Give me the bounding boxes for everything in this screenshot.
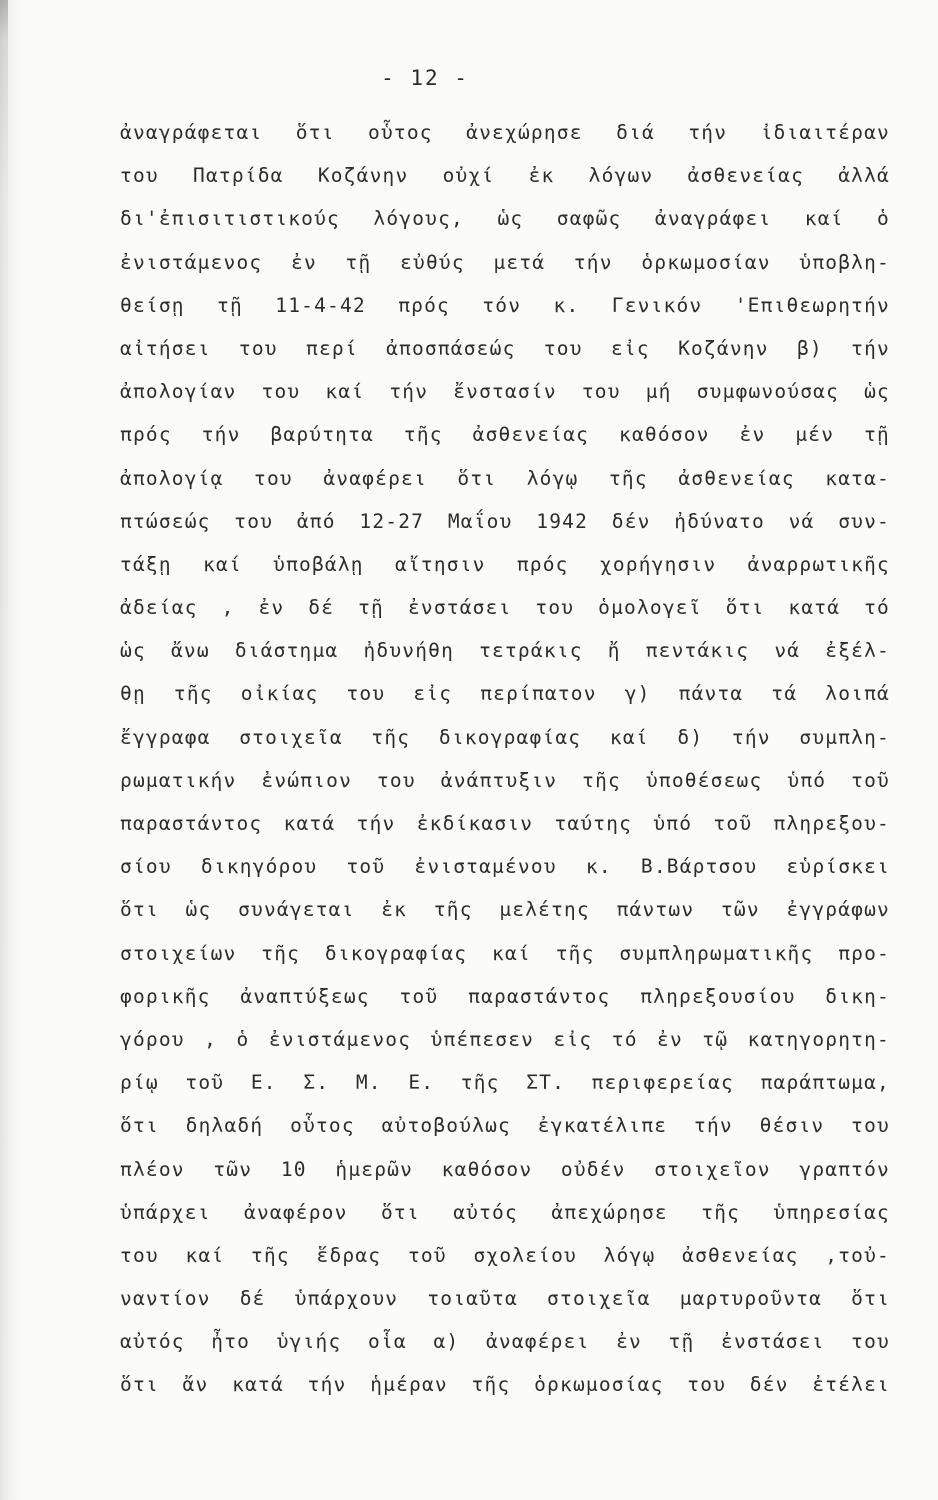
text-line: ὅτι ὡς συνάγεται ἐκ τῆς μελέτης πάντων τῶν ἐγγράφων xyxy=(120,898,890,922)
text-line: θείσῃ τῇ 11-4-42 πρός τόν κ. Γενικόν 'Επιθεωρητήν xyxy=(120,293,890,317)
text-line: ὑπάρχει ἀναφέρον ὅτι αὐτός ἀπεχώρησε τῆς ὑπηρεσίας xyxy=(120,1200,890,1224)
text-line: του Πατρίδα Κοζάνην οὐχί ἐκ λόγων ἀσθενείας ἀλλά xyxy=(120,164,890,188)
text-line: δι'ἐπισιτιστικούς λόγους, ὡς σαφῶς ἀναγράφει καί ὁ xyxy=(120,207,890,231)
text-line: τάξῃ καί ὑποβάλῃ αἴτησιν πρός χορήγησιν ἀναρρωτικῆς xyxy=(120,552,890,576)
text-line: πτώσεώς του ἀπό 12-27 Μαΐου 1942 δέν ἠδύνατο νά συν- xyxy=(120,509,890,533)
text-line: σίου δικηγόρου τοῦ ἐνισταμένου κ. Β.Βάρτσου εὑρίσκει xyxy=(120,855,890,879)
text-line: ἀναγράφεται ὅτι οὗτος ἀνεχώρησε διά τήν ἰδιαιτέραν xyxy=(120,121,890,144)
scan-edge-shadow xyxy=(0,0,8,1500)
text-line: ἀπολογίαν του καί τήν ἔνστασίν του μή συμφωνούσας ὡς xyxy=(120,380,890,404)
text-line: ναντίον δέ ὑπάρχουν τοιαῦτα στοιχεῖα μαρτυροῦντα ὅτι xyxy=(120,1287,890,1311)
text-line: ἀπολογίᾳ του ἀναφέρει ὅτι λόγῳ τῆς ἀσθενείας κατα- xyxy=(120,466,890,490)
text-line: ὅτι ἄν κατά τήν ἡμέραν τῆς ὁρκωμοσίας του δέν ἐτέλει xyxy=(120,1373,890,1397)
text-line: ἔγγραφα στοιχεῖα τῆς δικογραφίας καί δ) τήν συμπλη- xyxy=(120,725,890,749)
text-line: ρίῳ τοῦ Ε. Σ. Μ. Ε. τῆς ΣΤ. περιφερείας παράπτωμα, xyxy=(120,1071,890,1095)
text-line: ἀδείας , ἐν δέ τῇ ἐνστάσει του ὁμολογεῖ ὅτι κατά τό xyxy=(120,596,890,620)
text-line: αὐτός ἦτο ὑγιής οἷα α) ἀναφέρει ἐν τῇ ἐνστάσει του xyxy=(120,1330,890,1354)
text-line: θῃ τῆς οἰκίας του εἰς περίπατον γ) πάντα τά λοιπά xyxy=(120,682,890,706)
text-line: ὅτι δηλαδή οὗτος αὐτοβούλως ἐγκατέλιπε τήν θέσιν του xyxy=(120,1114,890,1138)
text-line: φορικῆς ἀναπτύξεως τοῦ παραστάντος πληρεξουσίου δικη- xyxy=(120,984,890,1008)
text-line: του καί τῆς ἕδρας τοῦ σχολείου λόγῳ ἀσθενείας ,τοὐ- xyxy=(120,1243,890,1267)
text-line: ρωματικήν ἐνώπιον του ἀνάπτυξιν τῆς ὑποθέσεως ὑπό τοῦ xyxy=(120,768,890,792)
text-line: αἰτήσει του περί ἀποσπάσεώς του εἰς Κοζάνην β) τήν xyxy=(120,336,890,360)
text-line: πλέον τῶν 10 ἡμερῶν καθόσον οὐδέν στοιχεῖον γραπτόν xyxy=(120,1157,890,1181)
text-line: ὡς ἄνω διάστημα ἠδυνήθη τετράκις ἤ πεντάκις νά ἐξέλ- xyxy=(120,639,890,663)
text-line: στοιχείων τῆς δικογραφίας καί τῆς συμπληρωματικῆς προ- xyxy=(120,941,890,965)
text-line: πρός τήν βαρύτητα τῆς ἀσθενείας καθόσον ἐν μέν τῇ xyxy=(120,423,890,447)
text-line: γόρου , ὁ ἐνιστάμενος ὑπέπεσεν εἰς τό ἐν τῷ κατηγορητη- xyxy=(120,1027,890,1051)
text-line: παραστάντος κατά τήν ἐκδίκασιν ταύτης ὑπό τοῦ πληρεξου- xyxy=(120,812,890,835)
text-line: ἐνιστάμενος ἐν τῇ εὐθύς μετά τήν ὁρκωμοσίαν ὑποβλη- xyxy=(120,250,890,274)
page-number: - 12 - xyxy=(381,66,469,90)
typed-text-body xyxy=(120,111,890,1407)
